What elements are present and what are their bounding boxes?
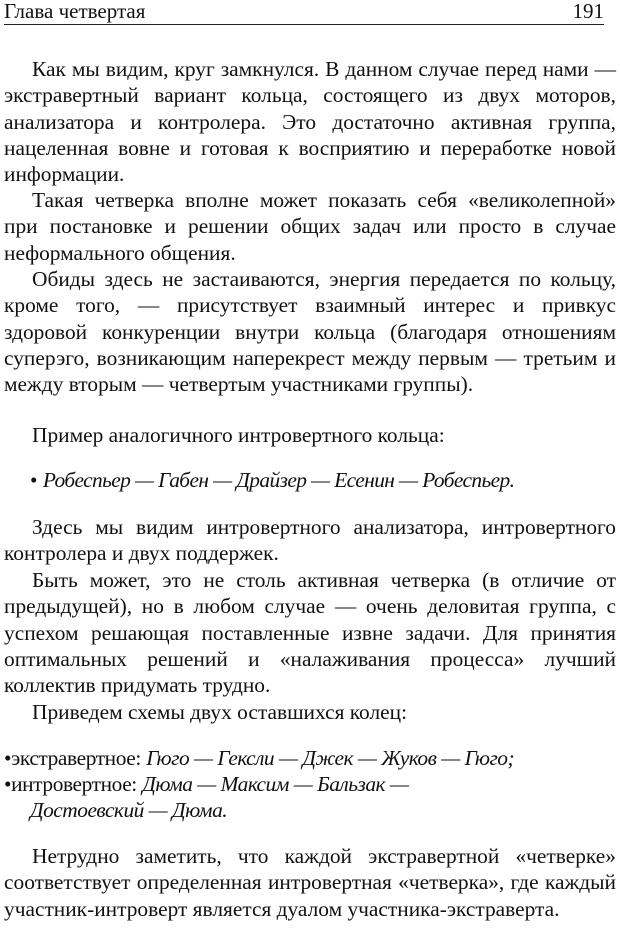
paragraph-5: Здесь мы видим интровертного анализатора, интровертного контролера и двух поддержек. (4, 515, 616, 566)
paragraph-3: Обиды здесь не застаиваются, энергия передается по кольцу, кроме того, — присутствует взаимный интерес и привкус здоровой конкуренции внутри кольца (благодаря отношениям суперэго, возникающим наперекрест между первым — третьим и между вторым — четвертым участниками группы). (4, 267, 616, 397)
introvert-ring-item (30, 467, 620, 493)
paragraph-2: Такая четверка вполне может показать себя «великолепной» при постановке и решении общих задач или просто в случае неформального общения. (4, 188, 616, 265)
paragraph-1: Как мы видим, круг замкнулся. В данном случае перед нами — экстравертный вариант кольца, состоящего из двух моторов, анализатора и контролера. Это достаточно активная группа, нацеленная вовне и готовая к восприятию и переработке новой информации. (4, 57, 616, 187)
paragraph-4: Пример аналогичного интровертного кольца: (32, 423, 445, 447)
scheme-introvert-ring-line2: Достоевский — Дюма. (30, 798, 228, 822)
scheme-introvert-label: •интровертное: (4, 772, 137, 796)
scheme-introvert (4, 771, 616, 797)
chapter-title: Глава четвертая (4, 0, 146, 23)
bullet-marker: • (30, 468, 38, 492)
page-header (4, 0, 604, 25)
paragraph-8: Нетрудно заметить, что каждой экстравертной «четверке» соответствует определенная интровертная «четверка», где каждый участник-интроверт является дуалом участника-экстраверта. (4, 844, 616, 921)
page-number: 191 (572, 0, 604, 23)
scheme-extravert-ring: Гюго — Гексли — Джек — Жуков — Гюго; (146, 746, 515, 770)
scheme-extravert (4, 745, 616, 771)
introvert-ring-text: Робеспьер — Габен — Драйзер — Есенин — Робеспьер. (42, 468, 515, 492)
scheme-extravert-label: •экстравертное: (4, 746, 141, 770)
paragraph-6: Быть может, это не столь активная четверка (в отличие от предыдущей), но в любом случае — очень деловитая группа, с успехом решающая поставленные извне задачи. Для принятия оптимальных решений и «налаживания процесса» лучший коллектив придумать трудно. (4, 568, 616, 698)
scheme-introvert-ring-line1: Дюма — Максим — Бальзак — (142, 772, 409, 796)
paragraph-7: Приведем схемы двух оставшихся колец: (32, 700, 408, 724)
scheme-introvert-cont (30, 797, 620, 823)
